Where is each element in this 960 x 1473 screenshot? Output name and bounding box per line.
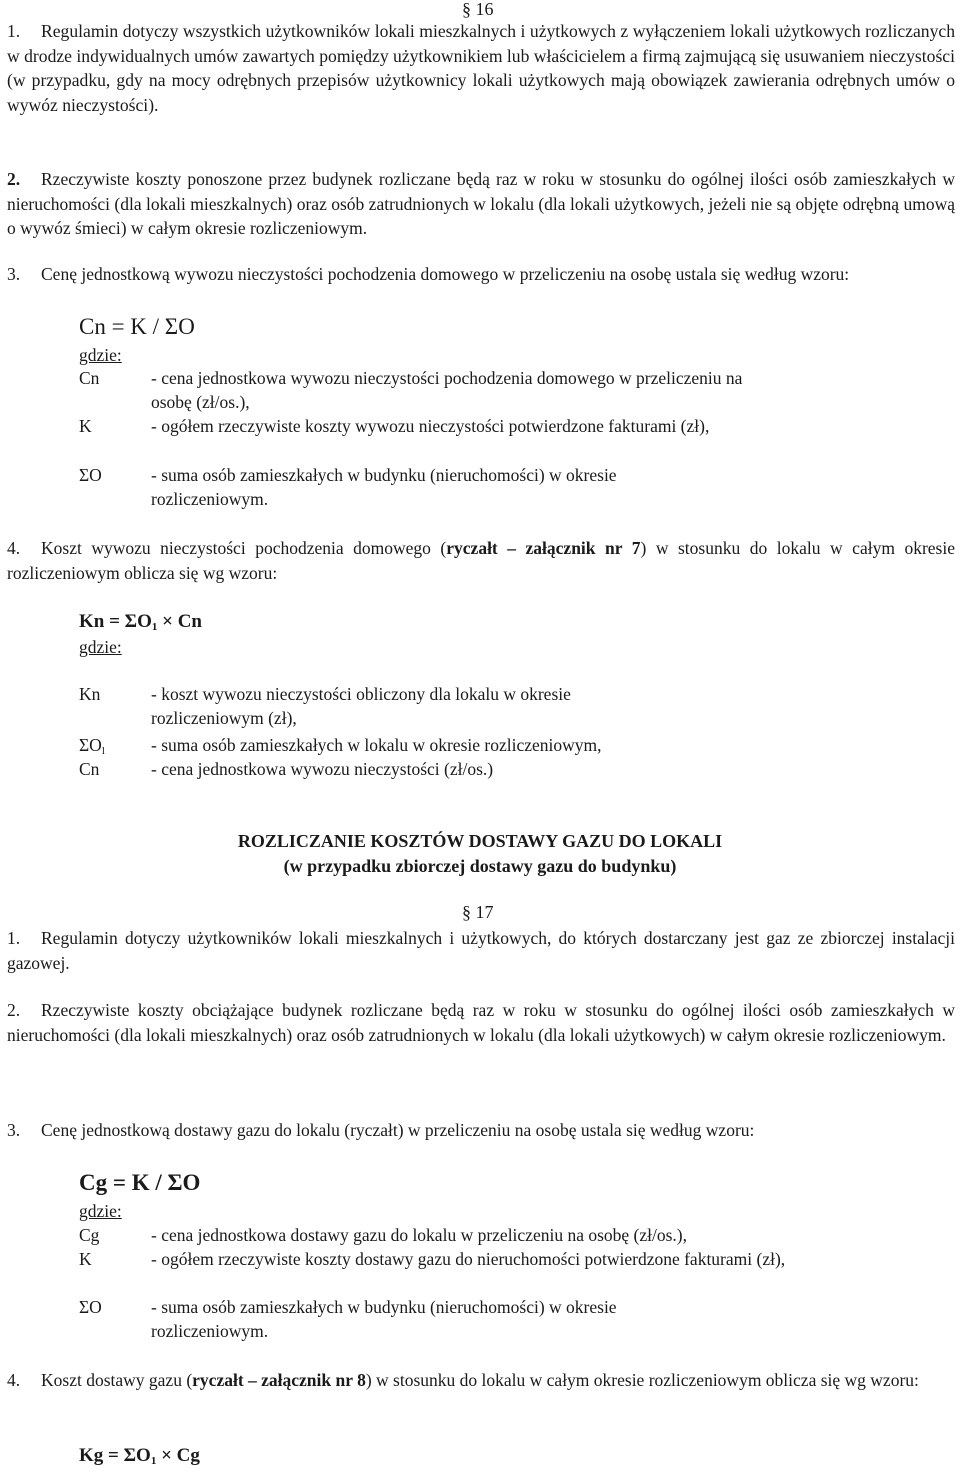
s17-p3-def2-text: - ogółem rzeczywiste koszty dostawy gazu do nieruchomości potwierdzone fakturami (zł), bbox=[151, 1249, 786, 1269]
s16-p4-def1-symbol: Kn bbox=[79, 684, 101, 704]
s16-p3-number: 3. bbox=[7, 264, 21, 284]
s16-p4-def2-symbol-main: ΣO bbox=[79, 735, 102, 755]
s17-p4-formula-a: Kg = ΣO bbox=[79, 1445, 151, 1466]
s17-p4-formula bbox=[79, 1444, 200, 1473]
s17-p3-def3-symbol: ΣO bbox=[79, 1297, 102, 1317]
s17-p4-formula-b: × Cg bbox=[156, 1445, 200, 1466]
s16-p4-number: 4. bbox=[7, 538, 21, 558]
s16-p1-number: 1. bbox=[7, 21, 21, 41]
s16-p4-text-a: Koszt wywozu nieczystości pochodzenia domowego ( bbox=[41, 538, 447, 558]
s17-p4-text bbox=[41, 1368, 955, 1393]
s16-p2-number: 2. bbox=[7, 169, 21, 189]
s17-p4-text-a: Koszt dostawy gazu ( bbox=[41, 1370, 193, 1390]
s16-p2-text: Rzeczywiste koszty ponoszone przez budynek rozliczane będą raz w roku w stosunku do ogólnej ilości osób zamieszkałych w nieruchomości (dla lokali mieszkalnych) oraz osób zatrudnionych w lokalu (dla lokali użytkowych, jeżeli nie są objęte odrębną umową o wywóz śmieci) w całym okresie rozliczeniowym. bbox=[7, 169, 955, 238]
s16-p4-formula-sub: 1 bbox=[151, 621, 158, 633]
s16-p4-formula-a: Kn = ΣO bbox=[79, 611, 152, 632]
s17-p3-def3-text: - suma osób zamieszkałych w budynku (nieruchomości) w okresie rozliczeniowym. bbox=[151, 1297, 617, 1341]
s17-p3-text: Cenę jednostkową dostawy gazu do lokalu (ryczałt) w przeliczeniu na osobę ustala się według wzoru: bbox=[41, 1120, 755, 1140]
s16-p3-gdzie: gdzie: bbox=[79, 345, 122, 365]
s16-p3-formula: Cn = K / ΣO bbox=[79, 314, 195, 339]
s16-p3-def3-text: - suma osób zamieszkałych w budynku (nieruchomości) w okresie rozliczeniowym. bbox=[151, 465, 617, 509]
s16-p3-def3-symbol: ΣO bbox=[79, 465, 102, 485]
s16-p3-text: Cenę jednostkową wywozu nieczystości pochodzenia domowego w przeliczeniu na osobę ustala się według wzoru: bbox=[41, 264, 850, 284]
s17-p4-text-b: ) w stosunku do lokalu w całym okresie rozliczeniowym oblicza się wg wzoru: bbox=[365, 1370, 919, 1390]
s17-p4-bold: ryczałt – załącznik nr 8 bbox=[192, 1370, 366, 1390]
s16-p4-formula-b: × Cn bbox=[157, 611, 202, 632]
gas-section-subheading: (w przypadku zbiorczej dostawy gazu do budynku) bbox=[283, 856, 677, 876]
s16-p4-gdzie: gdzie: bbox=[79, 637, 122, 657]
s17-p3-formula: Cg = K / ΣO bbox=[79, 1170, 201, 1195]
s17-p4-formula-sub: 1 bbox=[150, 1455, 157, 1467]
s16-p3-def1-symbol: Cn bbox=[79, 368, 100, 388]
s16-p4-def3-symbol: Cn bbox=[79, 759, 100, 779]
s17-p3-number: 3. bbox=[7, 1120, 21, 1140]
s16-p3-def2-text: - ogółem rzeczywiste koszty wywozu nieczystości potwierdzone fakturami (zł), bbox=[151, 416, 710, 436]
s16-p4-def2-symbol-sub: l bbox=[101, 745, 105, 757]
s17-p4-number: 4. bbox=[7, 1370, 21, 1390]
s16-p4-bold: ryczałt – załącznik nr 7 bbox=[446, 538, 641, 558]
section-17-sign: § 17 bbox=[462, 902, 494, 922]
s16-p4-def2-text: - suma osób zamieszkałych w lokalu w okresie rozliczeniowym, bbox=[151, 735, 602, 755]
s17-p1-text: Regulamin dotyczy użytkowników lokali mieszkalnych i użytkowych, do których dostarczany jest gaz ze zbiorczej instalacji gazowej. bbox=[7, 928, 955, 973]
gas-section-heading: ROZLICZANIE KOSZTÓW DOSTAWY GAZU DO LOKALI bbox=[237, 831, 723, 851]
s16-p1-text-span: Regulamin dotyczy wszystkich użytkowników lokali mieszkalnych i użytkowych z wyłączeniem lokali użytkowych rozliczanych w drodze indywidualnych umów zawartych pomiędzy użytkownikiem lub właścicielem a firmą zajmującą się usuwaniem nieczystości (w przypadku, gdy na mocy odrębnych przepisów użytkownicy lokali użytkowych mają obowiązek zawierania odrębnych umów o wywóz nieczystości). bbox=[7, 21, 955, 115]
s17-p3-def2-symbol: K bbox=[79, 1249, 92, 1269]
s17-p3-def1-text: - cena jednostkowa dostawy gazu do lokalu w przeliczeniu na osobę (zł/os.), bbox=[151, 1225, 688, 1245]
s17-p2-text: Rzeczywiste koszty obciążające budynek rozliczane będą raz w roku w stosunku do ogólnej ilości osób zamieszkałych w nieruchomości (dla lokali mieszkalnych) oraz osób zatrudnionych w lokalu (dla lokali użytkowych) w całym okresie rozliczeniowym. bbox=[7, 1000, 955, 1045]
section-16-sign: § 16 bbox=[462, 0, 494, 19]
s17-p3-def1-symbol: Cg bbox=[79, 1225, 100, 1245]
s17-p3-gdzie: gdzie: bbox=[79, 1201, 122, 1221]
s16-p3-def1-text: - cena jednostkowa wywozu nieczystości pochodzenia domowego w przeliczeniu na osobę (zł/os.), bbox=[151, 368, 743, 412]
s17-p1-number: 1. bbox=[7, 928, 21, 948]
s16-p3-def2-symbol: K bbox=[79, 416, 92, 436]
s17-p2-number: 2. bbox=[7, 1000, 21, 1020]
s16-p4-def1-text: - koszt wywozu nieczystości obliczony dla lokalu w okresie rozliczeniowym (zł), bbox=[151, 684, 571, 728]
s16-p4-text bbox=[7, 536, 955, 585]
s16-p4-text-b: ) w stosunku do lokalu w całym okresie rozliczeniowym oblicza się wg wzoru: bbox=[7, 538, 955, 583]
s16-p1-text bbox=[7, 19, 955, 117]
s16-p4-def3-text: - cena jednostkowa wywozu nieczystości (zł/os.) bbox=[151, 759, 494, 779]
